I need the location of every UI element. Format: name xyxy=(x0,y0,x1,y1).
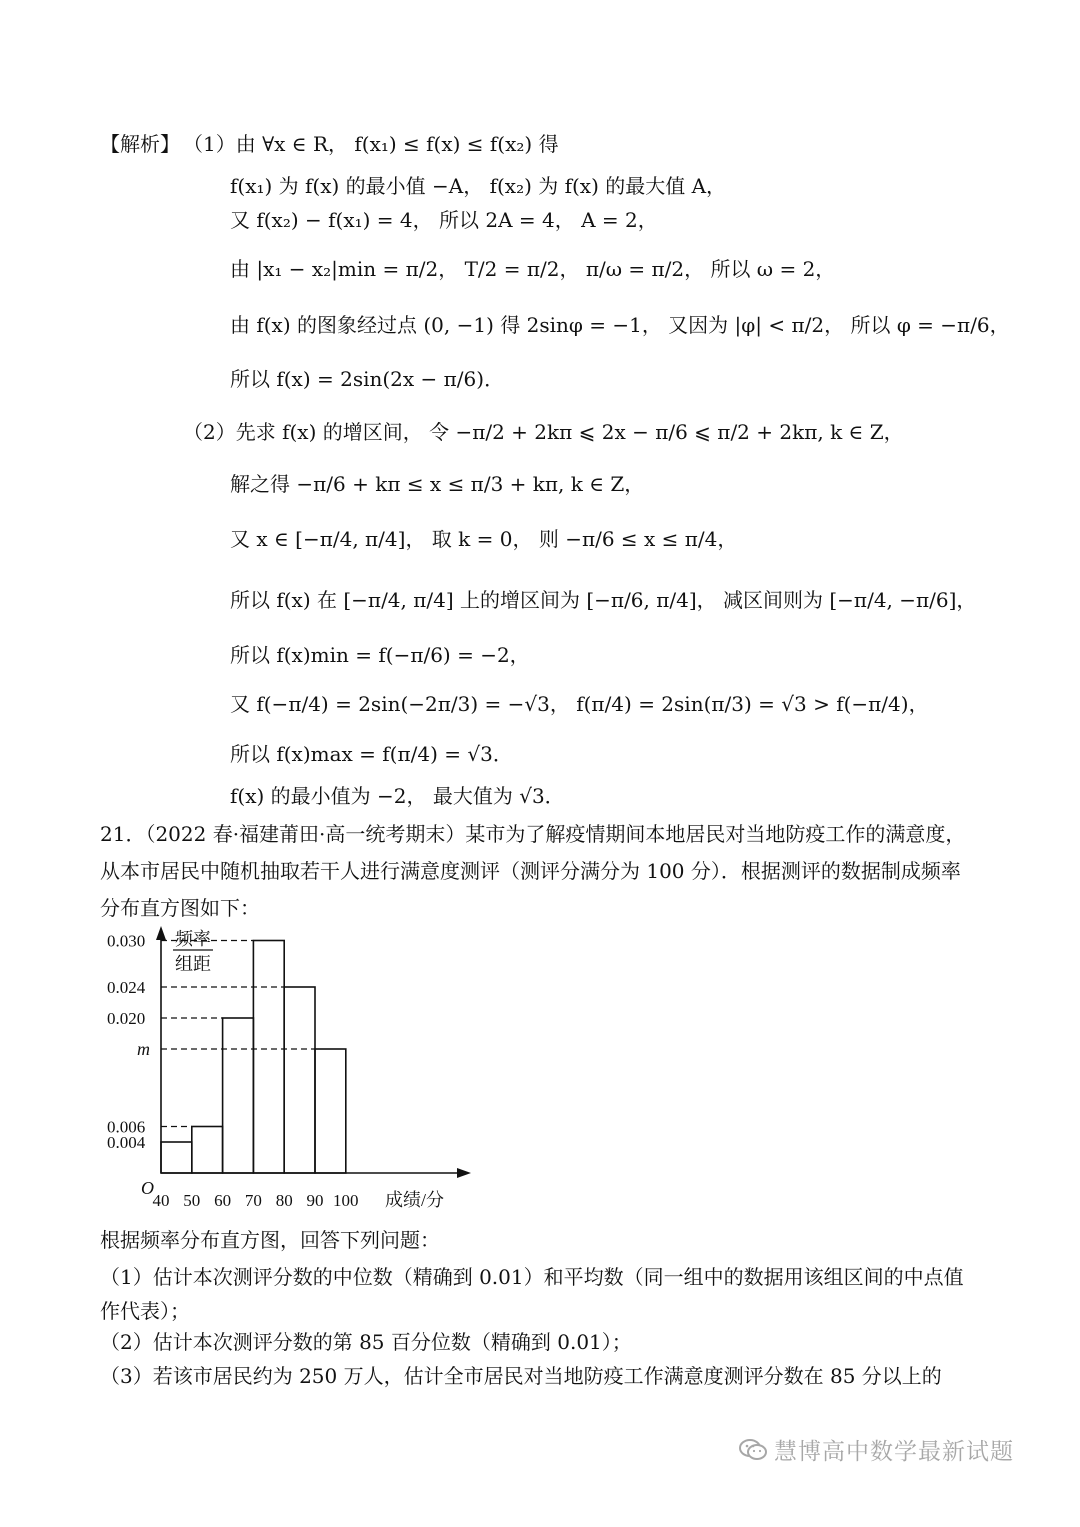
y-axis-label-bottom: 组距 xyxy=(175,954,211,974)
watermark-text: 慧博高中数学最新试题 xyxy=(774,1439,1014,1465)
problem-21-q1: （1）估计本次测评分数的中位数（精确到 0.01）和平均数（同一组中的数据用该组区间的中点值作代表）； xyxy=(100,1265,964,1323)
y-tick-label: 0.024 xyxy=(107,978,146,997)
x-tick-label: 90 xyxy=(306,1191,324,1210)
y-tick-label: m xyxy=(137,1039,150,1059)
problem-21-q2: （2）估计本次测评分数的第 85 百分位数（精确到 0.01）； xyxy=(100,1330,632,1354)
histogram-bar xyxy=(315,1049,346,1173)
histogram-bar xyxy=(161,1142,192,1173)
histogram-bar xyxy=(192,1127,223,1174)
solution-label: 【解析】 xyxy=(100,132,180,156)
solution-line-14: f(x) 的最小值为 −2， 最大值为 √3． xyxy=(230,784,565,808)
wechat-icon xyxy=(738,1437,768,1469)
solution-line-4: 由 |x₁ − x₂|min = π/2， T/2 = π/2， π/ω = π/2， 所以 ω = 2， xyxy=(230,257,836,281)
x-tick-label: 60 xyxy=(214,1191,232,1210)
solution-line-10: 所以 f(x) 在 [−π/4, π/4] 上的增区间为 [−π/6, π/4]， 减区间则为 [−π/4, −π/6]， xyxy=(230,588,977,612)
x-tick-label: 70 xyxy=(244,1191,262,1210)
origin-label: O xyxy=(141,1178,154,1198)
solution-line-7: （2）先求 f(x) 的增区间， 令 −π/2 + 2kπ ⩽ 2x − π/6 ⩽ π/2 + 2kπ, k ∈ Z， xyxy=(183,420,904,444)
y-tick-label: 0.004 xyxy=(107,1133,146,1152)
problem-21-stem: 21．（2022 春·福建莆田·高一统考期末）某市为了解疫情期间本地居民对当地防疫工作的满意度，从本市居民中随机抽取若干人进行满意度测评（测评分满分为 100 分）．根据测评的数据制成频率分布直方图如下： xyxy=(100,822,966,920)
solution-line-9: 又 x ∈ [−π/4, π/4]， 取 k = 0， 则 −π/6 ≤ x ≤ π/4， xyxy=(230,527,738,551)
solution-line-11: 所以 f(x)min = f(−π/6) = −2， xyxy=(230,643,530,667)
histogram-bar xyxy=(223,1018,254,1173)
solution-line-8: 解之得 −π/6 + kπ ≤ x ≤ π/3 + kπ, k ∈ Z， xyxy=(230,472,645,496)
problem-21-q3: （3）若该市居民约为 250 万人，估计全市居民对当地防疫工作满意度测评分数在 85 分以上的 xyxy=(100,1364,942,1388)
problem-21-intro: 根据频率分布直方图，回答下列问题： xyxy=(100,1228,440,1252)
x-tick-label: 50 xyxy=(183,1191,201,1210)
y-tick-label: 0.030 xyxy=(107,931,146,951)
x-axis-label: 成绩/分 xyxy=(385,1190,445,1210)
solution-line-6: 所以 f(x) = 2sin(2x − π/6)． xyxy=(230,367,505,391)
x-tick-label: 80 xyxy=(275,1191,293,1210)
histogram-bar xyxy=(284,987,315,1173)
y-axis-arrow xyxy=(156,926,166,940)
solution-line-13: 所以 f(x)max = f(π/4) = √3． xyxy=(230,742,513,766)
x-tick-label: 40 xyxy=(152,1191,170,1210)
histogram-bar xyxy=(253,941,284,1174)
solution-line-3: 又 f(x₂) − f(x₁) = 4， 所以 2A = 4， A = 2， xyxy=(230,208,658,232)
x-tick-label: 100 xyxy=(333,1191,359,1210)
y-axis-label-top: 频率 xyxy=(175,929,211,949)
solution-line-2: f(x₁) 为 f(x) 的最小值 −A， f(x₂) 为 f(x) 的最大值 A， xyxy=(230,174,727,198)
y-tick-label: 0.020 xyxy=(107,1009,146,1028)
y-tick-label: 0.006 xyxy=(107,1117,146,1137)
solution-line-1: （1）由 ∀x ∈ R， f(x₁) ≤ f(x) ≤ f(x₂) 得 xyxy=(183,132,559,156)
watermark xyxy=(738,1433,1014,1469)
solution-line-5: 由 f(x) 的图象经过点 (0, −1) 得 2sinφ = −1， 又因为 |φ| < π/2， 所以 φ = −π/6， xyxy=(230,313,1010,337)
x-axis-arrow xyxy=(457,1168,471,1178)
solution-line-12: 又 f(−π/4) = 2sin(−2π/3) = −√3， f(π/4) = 2sin(π/3) = √3 > f(−π/4)， xyxy=(230,692,929,716)
histogram-chart xyxy=(95,920,475,1215)
